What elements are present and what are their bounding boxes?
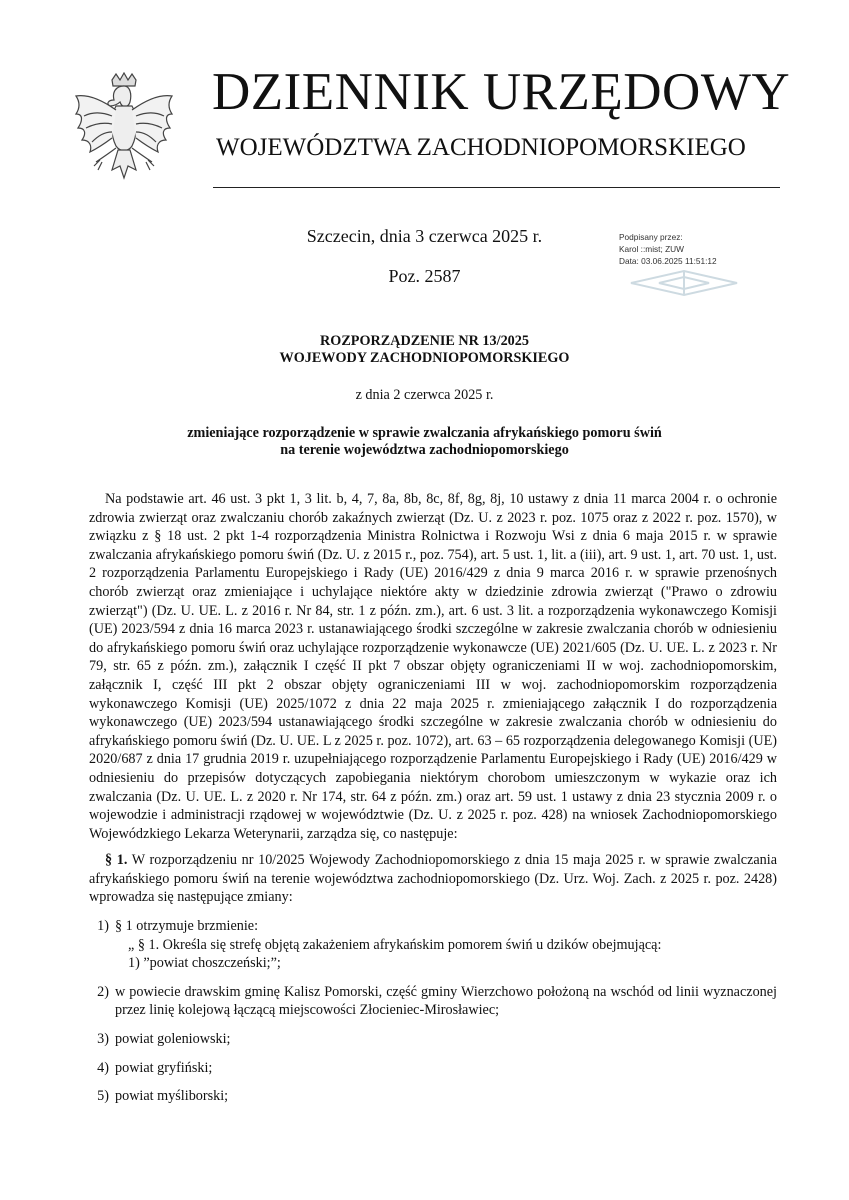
quoted-provision-item: 1) ”powiat choszczeński;”; (128, 955, 281, 972)
position-number: Poz. 2587 (388, 266, 461, 286)
list-item-text: powiat gryfiński; (115, 1059, 213, 1076)
list-item (89, 917, 777, 936)
signature-signed-by: Podpisany przez: (619, 232, 683, 242)
section-1-label: § 1. (105, 852, 128, 869)
electronic-signature (619, 231, 759, 303)
list-item-text: powiat goleniowski; (115, 1031, 231, 1048)
document-body (89, 490, 777, 1106)
list-item-number: 2) (97, 983, 109, 1000)
signature-date: Data: 03.06.2025 11:51:12 (619, 256, 717, 266)
list-item (89, 1030, 777, 1049)
journal-title: DZIENNIK URZĘDOWY (212, 63, 791, 121)
list-item-text: powiat myśliborski; (115, 1088, 229, 1105)
header-divider (213, 187, 780, 188)
place-and-date: Szczecin, dnia 3 czerwca 2025 r. (306, 226, 543, 246)
list-item-text: § 1 otrzymuje brzmienie: (115, 918, 259, 935)
regulation-title-line2: WOJEWODY ZACHODNIOPOMORSKIEGO (279, 350, 570, 366)
signature-signer: Karol ::mist; ZUW (619, 244, 684, 254)
list-item-text: w powiecie drawskim gminę Kalisz Pomorski, część gminy Wierzchowo położoną na wschód od linii wyznaczonej przez linię kolejową łączącą miejscowości Złocieniec-Mirosławiec; (115, 983, 777, 1019)
list-item-number: 3) (97, 1031, 109, 1048)
section-1-paragraph (89, 851, 777, 907)
regulation-title (0, 333, 849, 367)
journal-subtitle: WOJEWÓDZTWA ZACHODNIOPOMORSKIEGO (216, 134, 746, 161)
regulation-subject (0, 425, 849, 459)
list-item (89, 1059, 777, 1078)
list-item (89, 1087, 777, 1106)
regulation-subject-line2: na terenie województwa zachodniopomorskiego (280, 442, 569, 458)
regulation-title-line1: ROZPORZĄDZENIE NR 13/2025 (320, 333, 529, 349)
regulation-subject-line1: zmieniające rozporządzenie w sprawie zwalczania afrykańskiego pomoru świń (187, 425, 662, 441)
list-item-number: 4) (97, 1059, 109, 1076)
quoted-provision: „ § 1. Określa się strefę objętą zakażeniem afrykańskim pomorem świń u dzików obejmującą: (128, 936, 662, 953)
list-item-number: 1) (97, 918, 109, 935)
list-item (89, 983, 777, 1020)
list-item-number: 5) (97, 1088, 109, 1105)
coat-of-arms-eagle-icon (72, 72, 176, 188)
regulation-date: z dnia 2 czerwca 2025 r. (355, 387, 494, 403)
signature-stamp-icon (629, 269, 739, 297)
section-1-text: W rozporządzeniu nr 10/2025 Wojewody Zachodniopomorskiego z dnia 15 maja 2025 r. w sprawie zwalczania afrykańskiego pomoru świń na terenie województwa zachodniopomorskiego (Dz. Urz. Woj. Zach. z 2025 r. poz. 2428) wprowadza się następujące zmiany: (89, 852, 778, 906)
preamble-paragraph: Na podstawie art. 46 ust. 3 pkt 1, 3 lit. b, 4, 7, 8a, 8b, 8c, 8f, 8g, 8j, 10 ustawy z dnia 11 marca 2004 r. o ochronie zdrowia zwierząt oraz zwalczaniu chorób zakaźnych zwierząt (Dz. U. z 2023 r. poz. 1075 oraz z 2022 r. poz. 1570), w związku z § 18 ust. 2 pkt 1-4 rozporządzenia Ministra Rolnictwa i Rozwoju Wsi z dnia 6 maja 2015 r. w sprawie zwalczania afrykańskiego pomoru świń (Dz. U. z 2015 r., poz. 754), art. 5 ust. 1, lit. a (iii), art. 9 ust. 1, art. 70 ust. 1, ust. 2 rozporządzenia Parlamentu Europejskiego i Rady (UE) 2016/429 z dnia 9 marca 2016 r. w sprawie przenośnych chorób zwierząt oraz zmieniające i uchylające niektóre akty w dziedzinie zdrowia zwierząt ("Prawo o zdrowiu zwierząt") (Dz. U. UE. L. z 2016 r. Nr 84, str. 1 z późn. zm.), art. 6 ust. 3 lit. a rozporządzenia wykonawczego Komisji (UE) 2023/594 z dnia 16 marca 2023 r. ustanawiającego środki szczególne w zakresie zwalczania chorób w odniesieniu do afrykańskiego pomoru świń oraz uchylające rozporządzenie wykonawcze (UE) 2021/605 (Dz. U. UE. L. z 2023 r. Nr 79, str. 65 z późn. zm.), załącznik I część II pkt 7 obszar objęty ograniczeniami II w woj. zachodniopomorskim, załącznik I, część III pkt 2 obszar objęty ograniczeniami III w woj. zachodniopomorskim rozporządzenia wykonawczego Komisji (UE) 2025/1072 z dnia 22 maja 2025 r. zmieniającego załącznik I do rozporządzenia wykonawczego (UE) 2023/594 ustanawiającego środki szczególne w zakresie zwalczania chorób w odniesieniu do afrykańskiego pomoru świń (Dz. U. UE. L z 2025 r. poz. 1072), art. 63 – 65 rozporządzenia delegowanego Komisji (UE) 2020/687 z dnia 17 grudnia 2019 r. uzupełniającego rozporządzenie Parlamentu Europejskiego i Rady (UE) 2016/429 w odniesieniu do przepisów dotyczących zapobiegania niektórym chorobom umieszczonym w wykazie oraz ich zwalczania (Dz. U. UE. L. z 2020 r. Nr 174, str. 64 z późn. zm.) oraz art. 59 ust. 1 ustawy z dnia 23 stycznia 2009 r. o wojewodzie i administracji rządowej w województwie (Dz. U. z 2025 r. poz. 428) na wniosek Zachodniopomorskiego Wojewódzkiego Lekarza Weterynarii, zarządza się, co następuje: (89, 491, 777, 842)
